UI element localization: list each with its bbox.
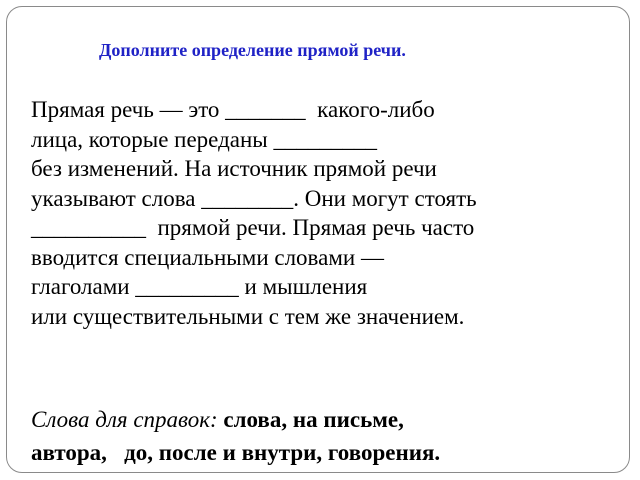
definition-line: указывают слова ________. Они могут стоять: [31, 185, 477, 211]
definition-text: [31, 95, 631, 331]
reference-line-1: [31, 403, 631, 436]
definition-line: или существительными с тем же значением.: [31, 303, 465, 329]
reference-words-part-2: автора, до, после и внутри, говорения.: [31, 440, 441, 465]
definition-line: вводится специальными словами —: [31, 244, 384, 270]
reference-words: [31, 403, 631, 469]
reference-label: Слова для справок:: [31, 407, 218, 432]
exercise-title: Дополните определение прямой речи.: [99, 40, 406, 60]
exercise-card: [6, 6, 630, 473]
definition-line: Прямая речь — это _______ какого-либо: [31, 97, 435, 122]
definition-line: без изменений. На источник прямой речи: [31, 156, 437, 181]
reference-words-part-1: слова, на письме,: [223, 407, 404, 432]
definition-line: лица, которые переданы _________: [31, 126, 378, 152]
definition-line: __________ прямой речи. Прямая речь часто: [31, 215, 475, 240]
definition-line: глаголами _________ и мышления: [31, 274, 368, 299]
